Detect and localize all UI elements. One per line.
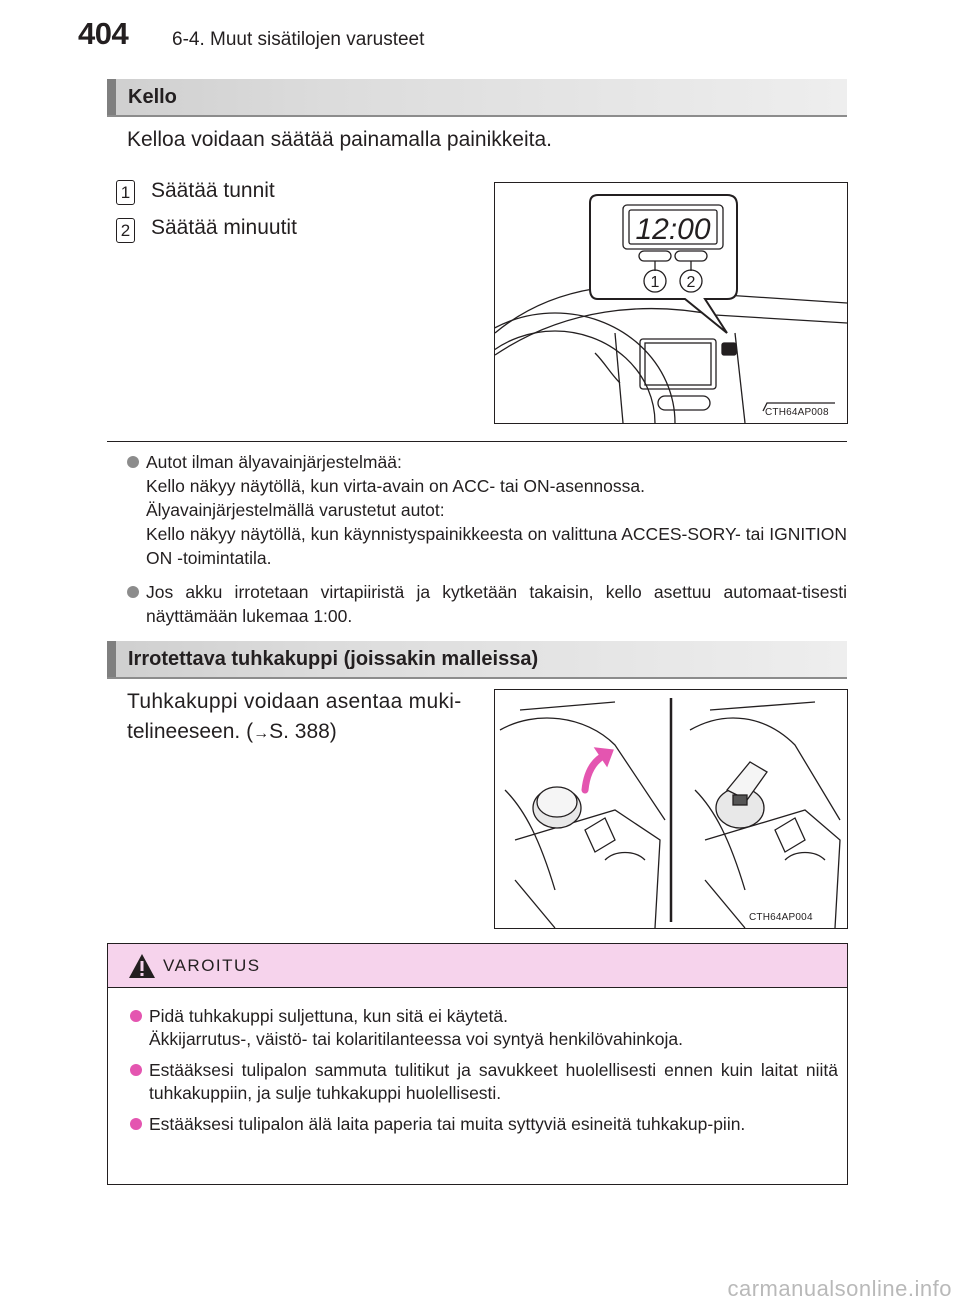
section-header-clock: [107, 79, 847, 117]
figure-code-ashtray: CTH64AP004: [749, 912, 813, 923]
bullet-dot: [127, 456, 139, 468]
note-line: Kello näkyy näytöllä, kun käynnistyspainikkeesta on valittuna ACCES-SORY- tai IGNITION ON -toimintatila.: [146, 524, 847, 568]
warning-line: Estääksesi tulipalon sammuta tulitikut ja savukkeet huolellisesti ennen kuin laitat niitä tuhkakuppiin, ja sulje tuhkakuppi huolellisesti.: [149, 1060, 838, 1103]
warning-triangle-icon: [127, 952, 157, 980]
warning-bullet-dot: [130, 1010, 142, 1022]
page-number: 404: [78, 16, 129, 51]
warning-item-flammable: [130, 1113, 838, 1136]
note-line: Jos akku irrotetaan virtapiiristä ja kytketään takaisin, kello asettuu automaat-tisesti näyttämään lukemaa 1:00.: [146, 582, 847, 626]
warning-bullet-dot: [130, 1118, 142, 1130]
page-reference-link[interactable]: S. 388): [269, 720, 337, 743]
warning-header: [108, 944, 847, 988]
divider-rule: [107, 441, 847, 442]
arrow-icon: →: [253, 725, 270, 742]
clock-figure: [494, 182, 848, 424]
ashtray-text-line2: [127, 716, 337, 750]
figure-callout-1: 1: [650, 274, 660, 291]
section-title-ashtray: Irrotettava tuhkakuppi (joissakin malleissa): [128, 648, 539, 670]
watermark: carmanualsonline.info: [727, 1276, 952, 1301]
clock-item-hours: Säätää tunnit: [151, 179, 275, 202]
note-line: Kello näkyy näytöllä, kun virta-avain on ACC- tai ON-asennossa.: [146, 476, 645, 496]
ashtray-text-prefix: telineeseen. (: [127, 720, 254, 743]
figure-code-clock: CTH64AP008: [765, 407, 829, 418]
section-stripe: [107, 641, 116, 677]
ashtray-illustration: [495, 690, 847, 928]
bullet-dot: [127, 586, 139, 598]
chapter-title: 6-4. Muut sisätilojen varusteet: [172, 29, 425, 50]
warning-title: VAROITUS: [163, 956, 261, 975]
note-item-ignition: [127, 450, 847, 570]
figure-callout-2: 2: [686, 274, 696, 291]
dashboard-illustration: [495, 183, 847, 423]
note-line: Autot ilman älyavainjärjestelmää:: [146, 452, 402, 472]
section-header-ashtray: [107, 641, 847, 679]
clock-intro: Kelloa voidaan säätää painamalla painikkeita.: [127, 128, 552, 151]
ashtray-text-line1: Tuhkakuppi voidaan asentaa muki-: [127, 690, 462, 713]
section-stripe: [107, 79, 116, 115]
warning-box: [107, 943, 848, 1185]
callout-number-1: 1: [116, 180, 135, 205]
warning-item-extinguish: [130, 1059, 838, 1105]
warning-bullet-dot: [130, 1064, 142, 1076]
clock-item-minutes: Säätää minuutit: [151, 216, 297, 239]
warning-line: Äkkijarrutus-, väistö- tai kolaritilanteessa voi syntyä henkilövahinkoja.: [149, 1029, 683, 1049]
note-line: Älyavainjärjestelmällä varustetut autot:: [146, 500, 445, 520]
callout-number-2: 2: [116, 218, 135, 243]
clock-display-time: 12:00: [635, 213, 711, 246]
warning-item-closed: [130, 1005, 838, 1051]
warning-line: Pidä tuhkakuppi suljettuna, kun sitä ei käytetä.: [149, 1006, 508, 1026]
ashtray-figure: [494, 689, 848, 929]
warning-line: Estääksesi tulipalon älä laita paperia tai muita syttyviä esineitä tuhkakup-piin.: [149, 1114, 746, 1134]
note-item-battery: [127, 580, 847, 628]
section-title-clock: Kello: [128, 86, 177, 108]
